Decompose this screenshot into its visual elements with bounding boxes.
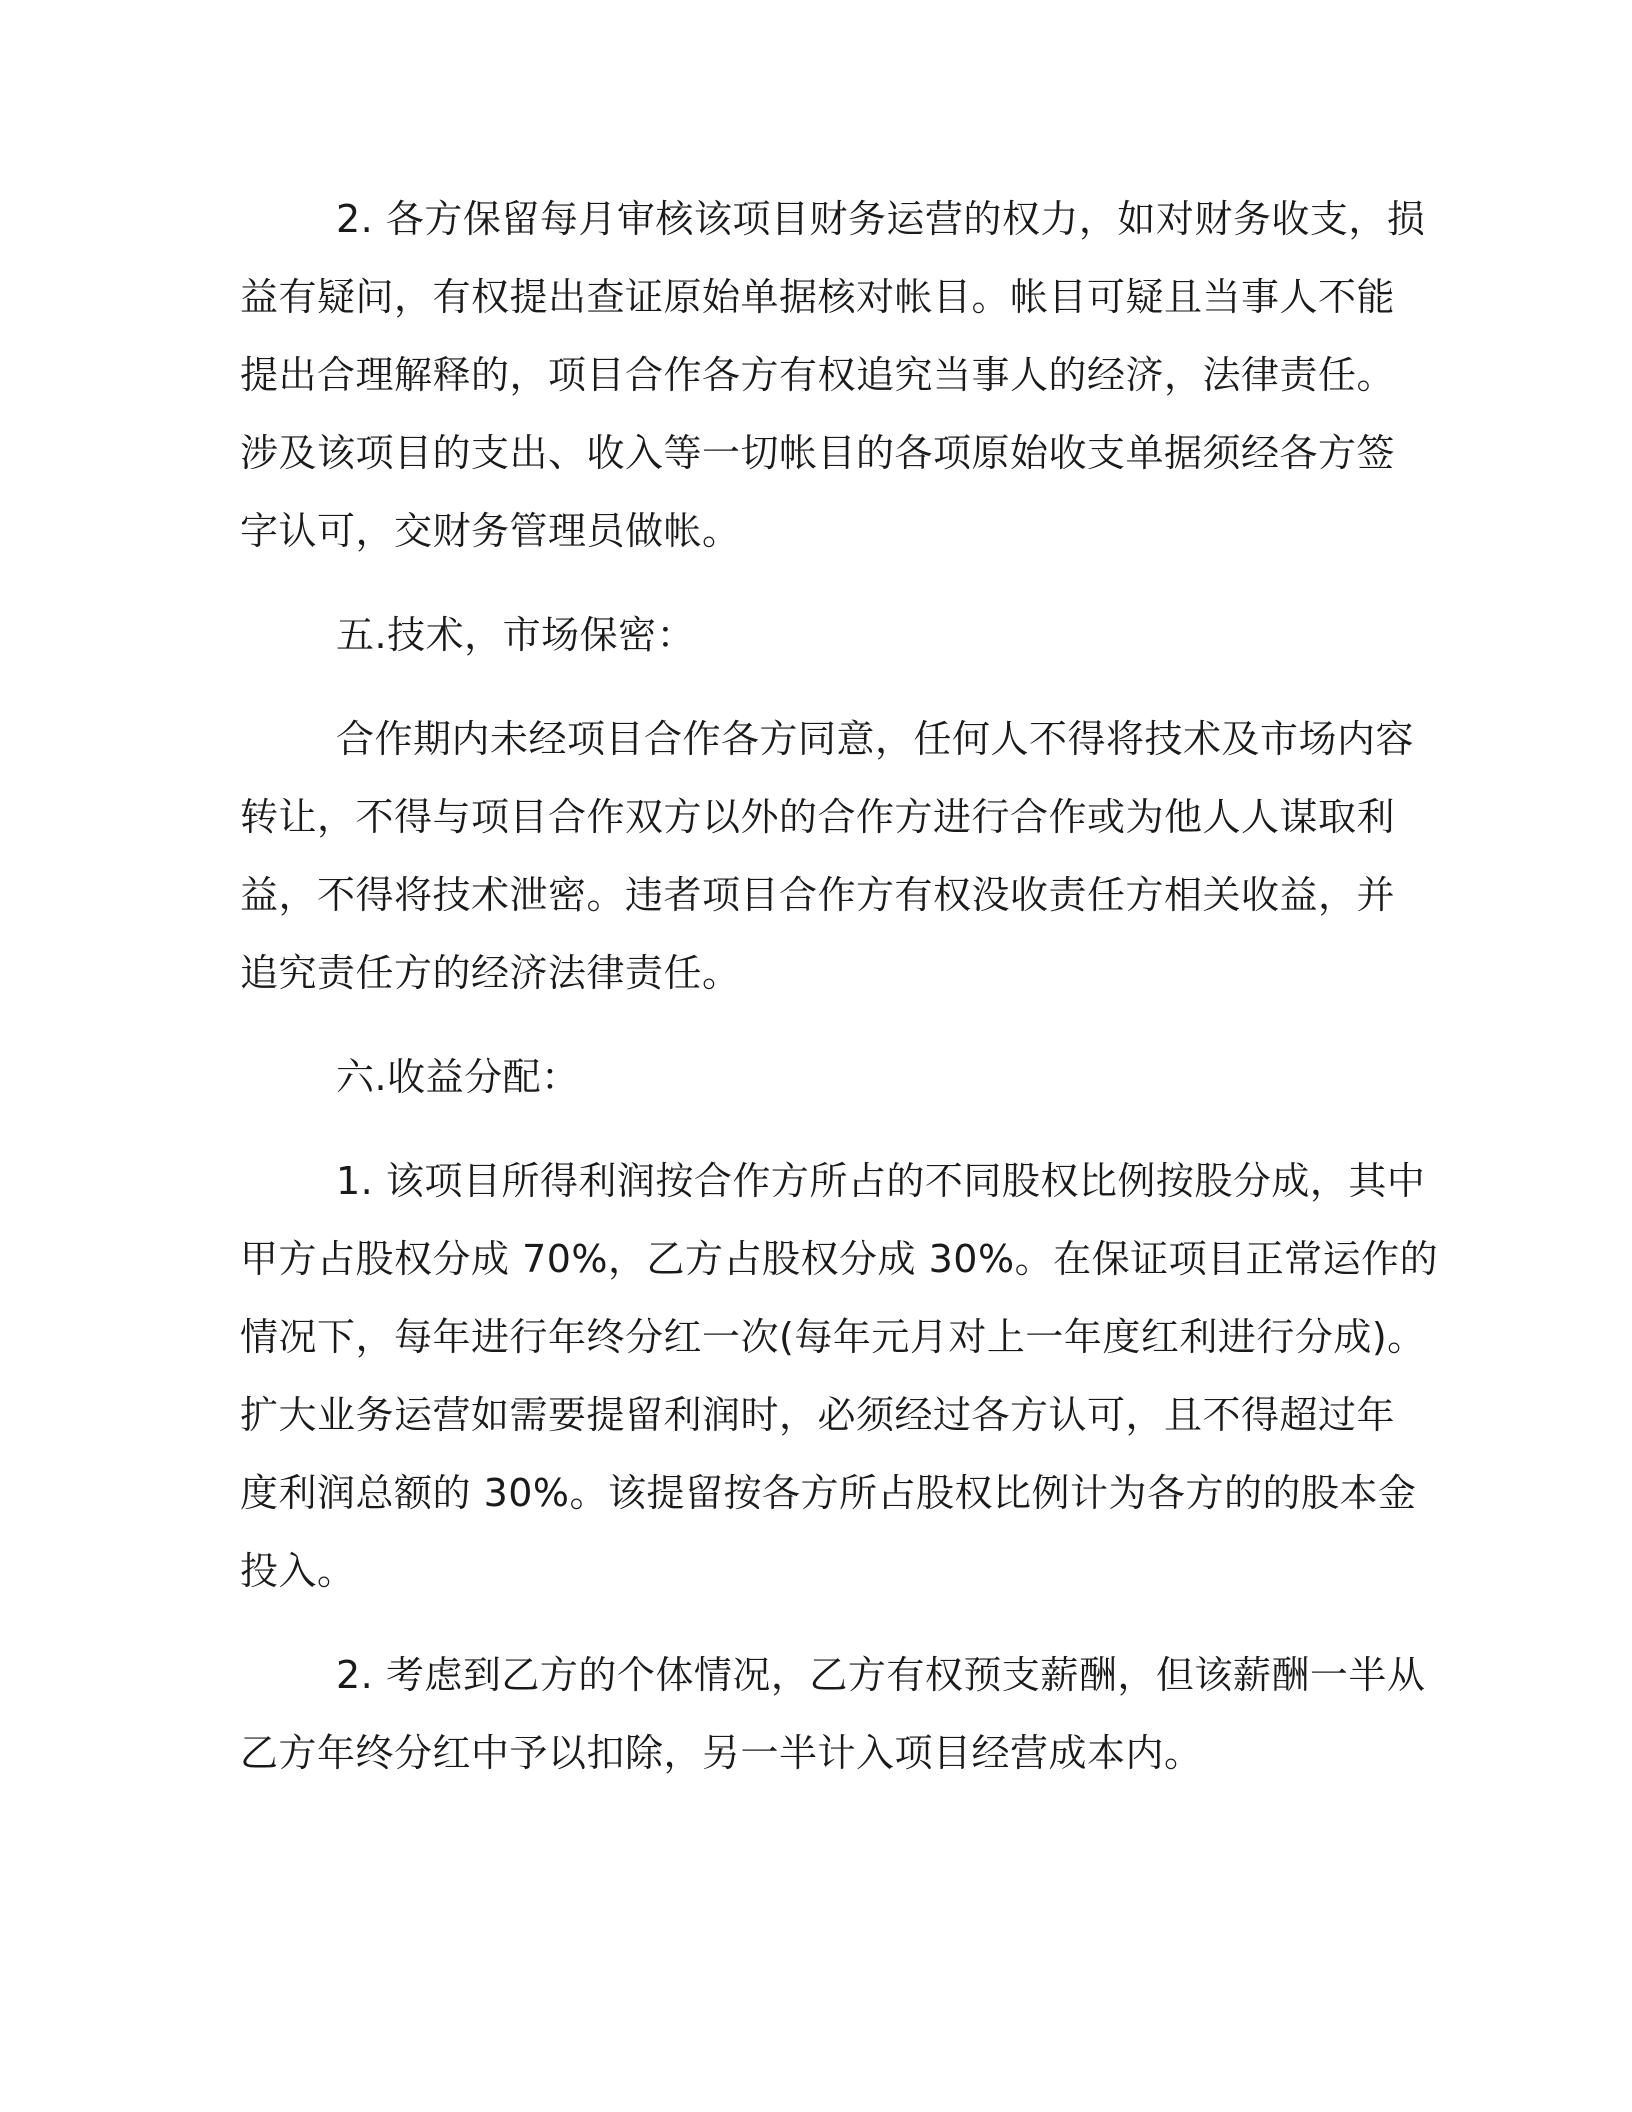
- paragraph-gap: [240, 1116, 1400, 1142]
- text-line: 益有疑问，有权提出查证原始单据核对帐目。帐目可疑且当事人不能: [240, 275, 1396, 319]
- text-line: 字认可，交财务管理员做帐。: [240, 509, 741, 553]
- section-heading-6: [240, 1038, 1400, 1116]
- text-line: 乙方年终分红中予以扣除，另一半计入项目经营成本内。: [240, 1731, 1203, 1775]
- text-line: 2. 各方保留每月审核该项目财务运营的权力，如对财务收支，损: [336, 197, 1426, 241]
- text-line: 投入。: [240, 1549, 356, 1593]
- paragraph-profit-1: [240, 1142, 1439, 1610]
- text-line: 涉及该项目的支出、收入等一切帐目的各项原始收支单据须经各方签: [240, 431, 1396, 475]
- paragraph-gap: [240, 570, 1400, 596]
- text-line: 转让，不得与项目合作双方以外的合作方进行合作或为他人人谋取利: [240, 795, 1396, 839]
- document-body: [240, 180, 1439, 1792]
- paragraph-gap: [240, 1012, 1400, 1038]
- section-heading-5: [240, 596, 1400, 674]
- text-line: 度利润总额的 30%。该提留按各方所占股权比例计为各方的的股本金: [240, 1471, 1417, 1515]
- text-line: 甲方占股权分成 70%，乙方占股权分成 30%。在保证项目正常运作的: [240, 1237, 1439, 1281]
- text-line: 追究责任方的经济法律责任。: [240, 951, 741, 995]
- text-line: 情况下，每年进行年终分红一次(每年元月对上一年度红利进行分成)。: [240, 1315, 1426, 1359]
- heading-text: 五.技术，市场保密：: [336, 613, 696, 657]
- text-line: 扩大业务运营如需要提留利润时，必须经过各方认可，且不得超过年: [240, 1393, 1396, 1437]
- text-line: 合作期内未经项目合作各方同意，任何人不得将技术及市场内容: [336, 717, 1415, 761]
- text-line: 提出合理解释的，项目合作各方有权追究当事人的经济，法律责任。: [240, 353, 1396, 397]
- paragraph-gap: [240, 1610, 1400, 1636]
- paragraph-confidentiality: [240, 700, 1415, 1012]
- text-line: 2. 考虑到乙方的个体情况，乙方有权预支薪酬，但该薪酬一半从: [336, 1653, 1426, 1697]
- paragraph-profit-2: [240, 1636, 1426, 1792]
- paragraph-financial-review: [240, 180, 1426, 570]
- text-line: 1. 该项目所得利润按合作方所占的不同股权比例按股分成，其中: [336, 1159, 1426, 1203]
- paragraph-gap: [240, 674, 1400, 700]
- heading-text: 六.收益分配：: [336, 1055, 580, 1099]
- text-line: 益，不得将技术泄密。违者项目合作方有权没收责任方相关收益，并: [240, 873, 1396, 917]
